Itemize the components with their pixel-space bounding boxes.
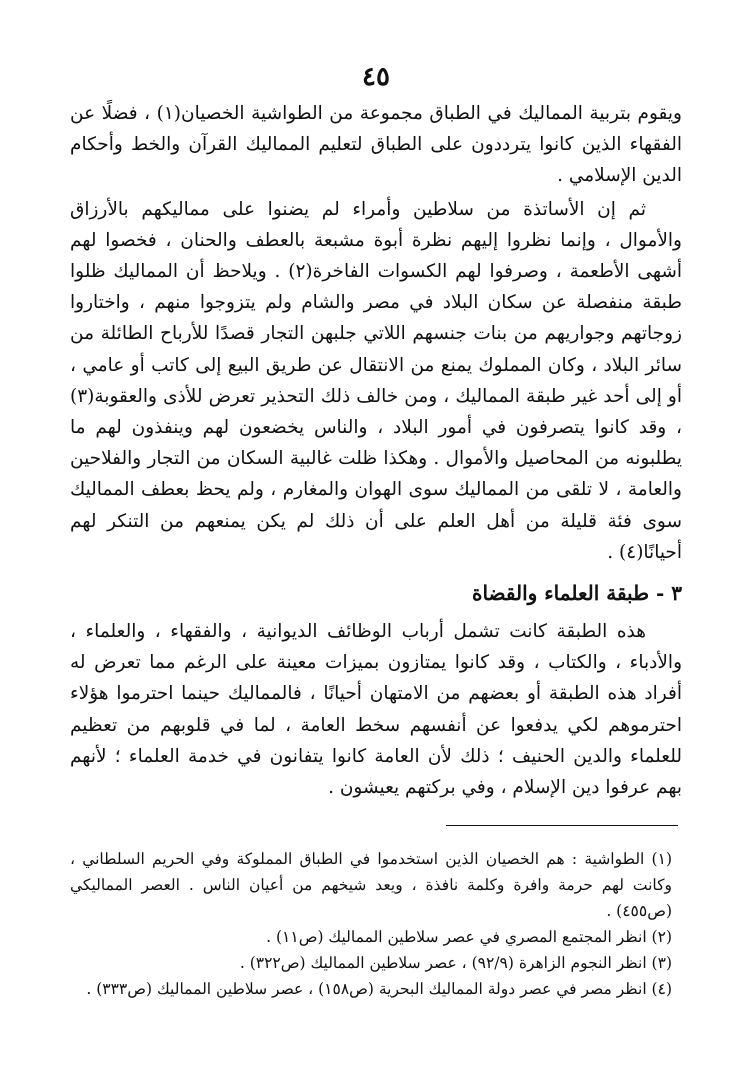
footnote-2: (٢) انظر المجتمع المصري في عصر سلاطين المماليك (ص١١) . <box>266 928 672 947</box>
paragraph-scholars: هذه الطبقة كانت تشمل أرباب الوظائف الديوانية ، والفقهاء ، والعلماء ، والأدباء ، والكتاب ، وقد كانوا يمتازون بميزات معينة على الرغم مما تعرض له أفراد هذه الطبقة أو بعضهم من الامتهان أحيانًا ، فالمماليك حينما احترموا هؤلاء احترموهم لكي يدفعوا عن أنفسهم سخط العامة ، لما في قلوبهم من تعظيم للعلماء والدين الحنيف ؛ ذلك لأن العامة كانوا يتفانون في خدمة العلماء ؛ لأنهم بهم عرفوا دين الإسلام ، وفي بركتهم يعيشون . <box>70 621 682 799</box>
page-number: ٤٥ <box>362 62 390 92</box>
section-heading: ٣ - طبقة العلماء والقضاة <box>471 581 682 606</box>
footnote-3: (٣) انظر النجوم الزاهرة (٩٢/٩) ، عصر سلاطين المماليك (ص٣٢٢) . <box>239 954 672 973</box>
footnote-4: (٤) انظر مصر في عصر دولة المماليك البحرية (ص١٥٨) ، عصر سلاطين المماليك (ص٣٣٣) . <box>86 980 672 999</box>
footnote-1: (١) الطواشية : هم الخصيان الذين استخدموا في الطباق المملوكة وفي الحريم السلطاني ، وكانت لهم حرمة وافرة وكلمة نافذة ، ويعد شيخهم من أعيان الناس . العصر المماليكي (ص٤٥٥) . <box>70 850 672 921</box>
paragraph-mamluks: ثم إن الأساتذة من سلاطين وأمراء لم يضنوا على مماليكهم بالأرزاق والأموال ، وإنما نظروا إليهم نظرة أبوة مشبعة بالعطف والحنان ، فخصوا لهم أشهى الأطعمة ، وصرفوا لهم الكسوات الفاخرة(٢) . ويلاحظ أن المماليك ظلوا طبقة منفصلة عن سكان البلاد في مصر والشام ولم يتزوجوا منهم ، واختاروا زوجاتهم وجواريهم من بنات جنسهم اللاتي جلبهن التجار قصدًا للأرباح الطائلة من سائر البلاد ، وكان المملوك يمنع من الانتقال عن طريق البيع إلى كاتب أو عامي ، أو إلى أحد غير طبقة المماليك ، ومن خالف ذلك التحذير تعرض للأذى والعقوبة(٣) ، وقد كانوا يتصرفون في أمور البلاد ، والناس يخضعون لهم وينفذون لهم ما يطلبونه من المحاصيل والأموال . وهكذا ظلت غالبية السكان من التجار والفلاحين والعامة ، لا تلقى من المماليك سوى الهوان والمغارم ، ولم يحظ بعطف المماليك سوى فئة قليلة من أهل العلم على أن ذلك لم يكن يمنعهم من التنكر لهم أحيانًا(٤) . <box>70 198 682 563</box>
footnote-divider <box>446 825 678 826</box>
footnotes-list <box>70 846 682 1002</box>
paragraph-intro: ويقوم بتربية المماليك في الطباق مجموعة من الطواشية الخصيان(١) ، فضلًا عن الفقهاء الذين كانوا يترددون على الطباق لتعليم المماليك القرآن والخط وأحكام الدين الإسلامي . <box>70 103 682 187</box>
